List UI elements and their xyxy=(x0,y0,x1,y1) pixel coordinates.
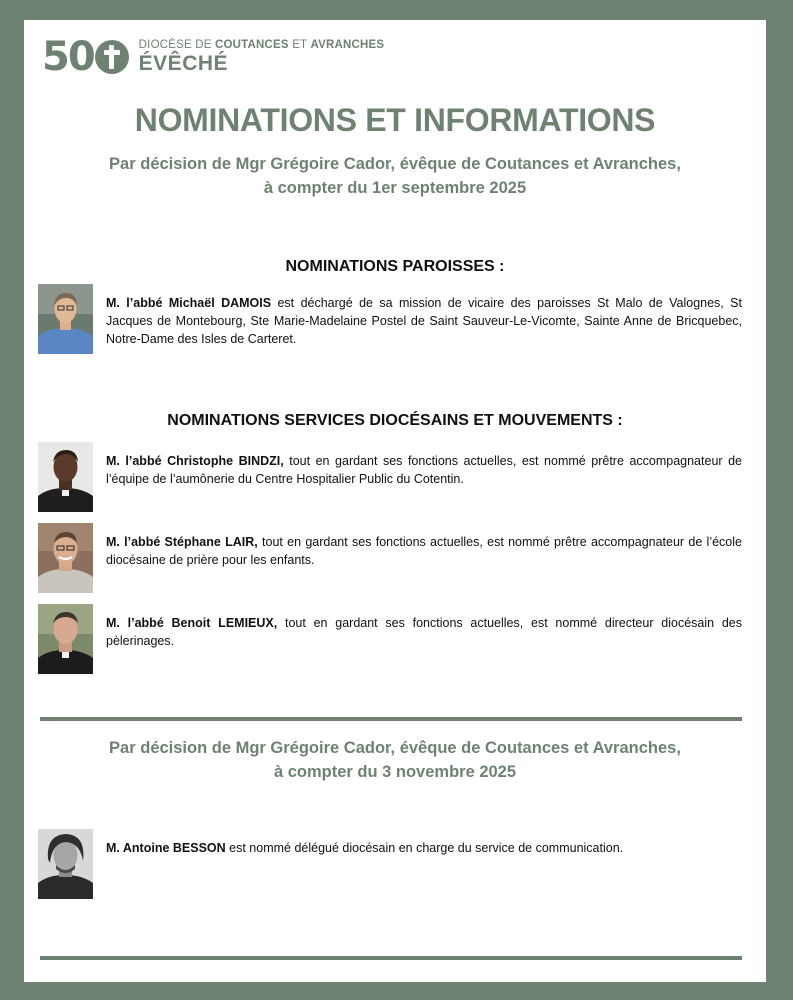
portrait-photo xyxy=(38,604,93,674)
entry-name: M. l’abbé Christophe BINDZI, xyxy=(106,454,284,468)
section-title-services: NOMINATIONS SERVICES DIOCÉSAINS ET MOUVEMENTS : xyxy=(167,412,623,429)
section-divider xyxy=(40,717,742,721)
cross-icon xyxy=(95,40,129,74)
entry-text: M. l’abbé Benoit LEMIEUX, tout en gardant ses fonctions actuelles, est nommé directeur diocésain des pèlerinages. xyxy=(106,616,742,648)
diocese-logo xyxy=(42,34,384,80)
decision-2-line-1: Par décision de Mgr Grégoire Cador, évêque de Coutances et Avranches, xyxy=(109,739,681,757)
nomination-entry xyxy=(38,604,742,676)
nomination-entry xyxy=(38,284,742,356)
entry-name: M. l’abbé Michaël DAMOIS xyxy=(106,296,272,310)
document-page xyxy=(24,20,766,982)
decision-header-1 xyxy=(24,152,766,200)
logo-eveche: ÉVÊCHÉ xyxy=(138,52,229,75)
nomination-entry xyxy=(38,442,742,514)
decision-header-2 xyxy=(24,736,766,784)
page-title: NOMINATIONS ET INFORMATIONS xyxy=(134,102,656,138)
logo-number: 50 xyxy=(42,34,94,80)
entry-text: M. l’abbé Christophe BINDZI, tout en gardant ses fonctions actuelles, est nommé prêtre accompagnateur de l’équipe de l’aumônerie du Centre Hospitalier Public du Cotentin. xyxy=(106,454,742,486)
entry-text: M. l’abbé Stéphane LAIR, tout en gardant ses fonctions actuelles, est nommé prêtre accompagnateur de l’école diocésaine de prière pour les enfants. xyxy=(106,535,742,567)
entry-name: M. Antoine BESSON xyxy=(106,841,226,855)
nomination-entry xyxy=(38,523,742,595)
entry-text: M. Antoine BESSON est nommé délégué diocésain en charge du service de communication. xyxy=(106,841,624,855)
portrait-photo xyxy=(38,829,93,899)
decision-1-line-2: à compter du 1er septembre 2025 xyxy=(263,179,527,197)
nomination-entry xyxy=(38,829,742,901)
portrait-photo xyxy=(38,442,93,512)
section-title-paroisses: NOMINATIONS PAROISSES : xyxy=(285,258,505,275)
entry-name: M. l’abbé Benoit LEMIEUX, xyxy=(106,616,278,630)
decision-1-line-1: Par décision de Mgr Grégoire Cador, évêque de Coutances et Avranches, xyxy=(109,155,681,173)
portrait-photo xyxy=(38,523,93,593)
entry-text: M. l’abbé Michaël DAMOIS est déchargé de sa mission de vicaire des paroisses St Malo de Valognes, St Jacques de Montebourg, Ste Marie-Madelaine Postel de Saint Sauveur-Le-Vicomte, Sainte Anne de Bricquebec, Notre-Dame des Isles de Carteret. xyxy=(106,296,742,346)
bottom-divider xyxy=(40,956,742,960)
portrait-photo xyxy=(38,284,93,354)
logo-text xyxy=(139,38,385,76)
decision-2-line-2: à compter du 3 novembre 2025 xyxy=(273,763,517,781)
entry-name: M. l’abbé Stéphane LAIR, xyxy=(106,535,258,549)
logo-diocese-name: DIOCÈSE DE COUTANCES ET AVRANCHES xyxy=(138,39,385,51)
